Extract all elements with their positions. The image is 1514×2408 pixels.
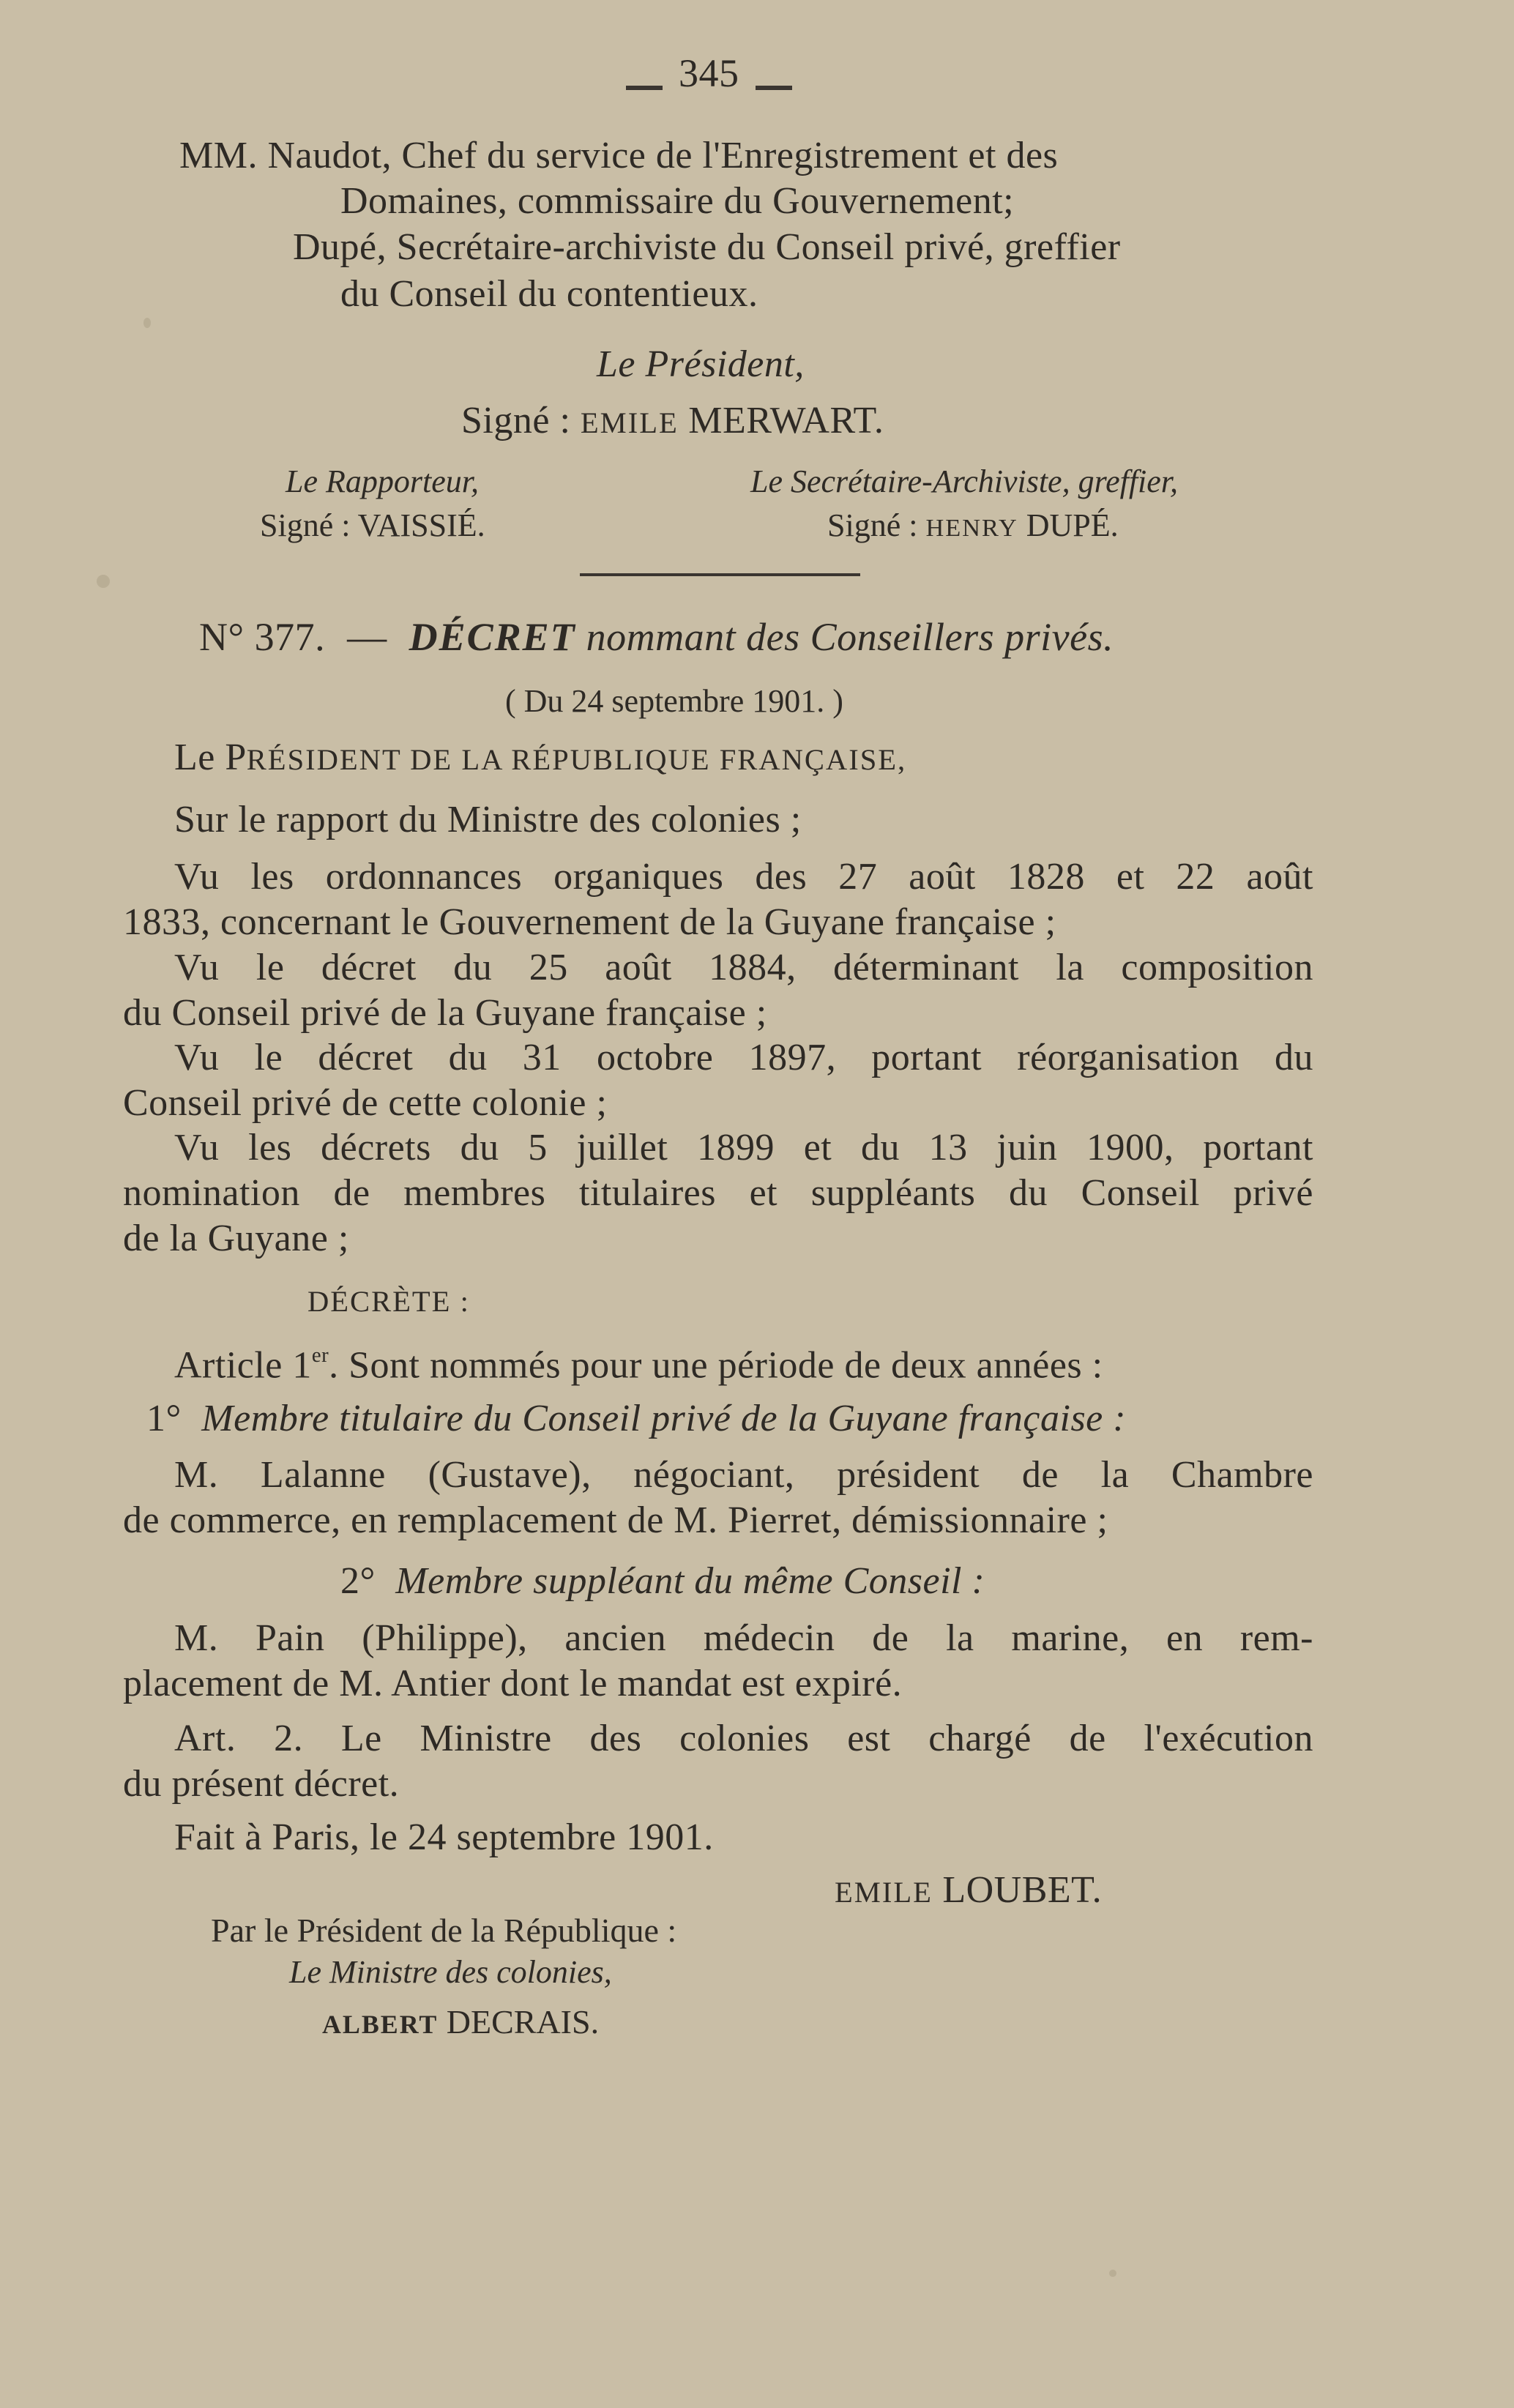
paragraph-decret-1884-line2: du Conseil privé de la Guyane française ;: [123, 992, 767, 1034]
decree-title-rest: nommant des Conseillers privés.: [586, 615, 1114, 659]
ornament-dash-left: [626, 86, 663, 90]
minister-last-name: DECRAIS.: [446, 2003, 600, 2040]
signature-prefix: Signé :: [461, 400, 581, 441]
section-2-line1: M. Pain (Philippe), ancien médecin de la marine, en rem-: [174, 1617, 1313, 1659]
paper-spot: [97, 575, 110, 588]
paragraph-decret-1897-line2: Conseil privé de cette colonie ;: [123, 1082, 608, 1124]
section-2-line2: placement de M. Antier dont le mandat est expiré.: [123, 1663, 903, 1704]
president-last-name: MERWART.: [688, 400, 884, 441]
minister-title: Le Ministre des colonies,: [289, 1954, 612, 1990]
paragraph-decret-1897-line1: Vu le décret du 31 octobre 1897, portant réorganisation du: [174, 1037, 1313, 1078]
article-2-line1: Art. 2. Le Ministre des colonies est chargé de l'exécution: [174, 1718, 1313, 1759]
article-1-text: . Sont nommés pour une période de deux années :: [329, 1344, 1103, 1387]
decree-heading: [199, 615, 1114, 659]
paragraph-decrets-1899-line3: de la Guyane ;: [123, 1218, 349, 1259]
paragraph-ordonnances-line2: 1833, concernant le Gouvernement de la Guyane française ;: [123, 901, 1056, 943]
section-separator: [580, 573, 860, 576]
member-naudot-line1: MM. Naudot, Chef du service de l'Enregistrement et des: [179, 135, 1059, 176]
section-1-heading: [146, 1397, 1126, 1441]
paper-spot: [1109, 2270, 1116, 2277]
president-signature: [461, 399, 884, 445]
article-1-label: Article 1: [174, 1344, 312, 1387]
signature-prefix: Signé :: [827, 507, 926, 543]
page-number: 345: [679, 51, 739, 95]
section-1-line2: de commerce, en remplacement de M. Pierret, démissionnaire ;: [123, 1499, 1108, 1541]
paper-spot: [143, 318, 151, 328]
ornament-dash-right: [756, 86, 792, 90]
by-the-president: Par le Président de la République :: [211, 1912, 677, 1949]
decree-dash: —: [347, 615, 387, 659]
decree-number: N° 377.: [199, 615, 326, 659]
section-2-title: Membre suppléant du même Conseil :: [395, 1560, 985, 1602]
issuer-part: RÉSIDENT: [246, 743, 401, 776]
section-2-number: 2°: [340, 1560, 376, 1602]
decrete-text: DÉCRÈTE :: [307, 1285, 470, 1318]
loubet-last-name: LOUBET.: [942, 1869, 1103, 1911]
decree-date: ( Du 24 septembre 1901. ): [505, 683, 843, 719]
president-title: Le Président,: [597, 343, 805, 385]
section-1-line1: M. Lalanne (Gustave), négociant, président de la Chambre: [174, 1454, 1313, 1496]
archiviste-last-name: DUPÉ.: [1026, 507, 1119, 543]
page-number-row: [626, 51, 792, 95]
article-1: [174, 1334, 1103, 1387]
decree-issuer: [174, 736, 906, 782]
section-2-heading: [340, 1559, 985, 1603]
rapporteur-signature: Signé : VAISSIÉ.: [260, 507, 485, 543]
paragraph-ordonnances-line1: Vu les ordonnances organiques des 27 août 1828 et 22 août: [174, 856, 1313, 898]
member-dupe-line1: Dupé, Secrétaire-archiviste du Conseil privé, greffier: [293, 226, 1121, 268]
archiviste-signature: [827, 507, 1119, 547]
decree-title-main: DÉCRET: [409, 615, 576, 659]
decrete-heading: [307, 1278, 470, 1324]
paragraph-decret-1884-line1: Vu le décret du 25 août 1884, déterminant la composition: [174, 947, 1313, 988]
section-1-title: Membre titulaire du Conseil privé de la Guyane française :: [201, 1398, 1127, 1439]
loubet-first-name: EMILE: [835, 1876, 933, 1909]
president-first-name: EMILE: [580, 406, 679, 439]
paragraph-rapport: Sur le rapport du Ministre des colonies ;: [174, 799, 802, 840]
issuer-part: ÉPUBLIQUE FRANÇAISE,: [532, 743, 907, 776]
paragraph-decrets-1899-line2: nomination de membres titulaires et suppléants du Conseil privé: [123, 1172, 1313, 1214]
issuer-part: Le P: [174, 737, 247, 778]
member-naudot-line2: Domaines, commissaire du Gouvernement;: [340, 180, 1015, 222]
loubet-signature: [835, 1868, 1102, 1915]
article-2-line2: du présent décret.: [123, 1763, 400, 1805]
minister-signature: [322, 2002, 599, 2044]
archiviste-title: Le Secrétaire-Archiviste, greffier,: [750, 463, 1179, 499]
member-dupe-line2: du Conseil du contentieux.: [340, 273, 758, 315]
paragraph-decrets-1899-line1: Vu les décrets du 5 juillet 1899 et du 13 juin 1900, portant: [174, 1127, 1313, 1168]
rapporteur-title: Le Rapporteur,: [286, 463, 479, 499]
minister-first-name: ALBERT: [322, 2010, 439, 2039]
article-1-superscript: er: [311, 1344, 329, 1367]
section-1-number: 1°: [146, 1398, 182, 1439]
archiviste-first-name: HENRY: [925, 514, 1018, 542]
done-at-paris: Fait à Paris, le 24 septembre 1901.: [174, 1816, 714, 1858]
issuer-part: DE LA R: [401, 743, 533, 776]
